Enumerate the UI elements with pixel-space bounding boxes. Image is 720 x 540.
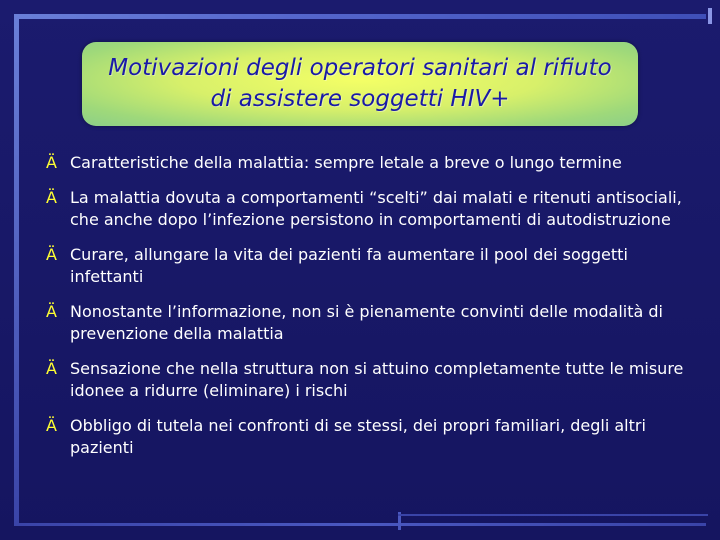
bullet-text: Caratteristiche della malattia: sempre letale a breve o lungo termine <box>70 153 622 172</box>
arrow-right-icon: Ä <box>46 188 57 207</box>
bullet-item <box>46 244 696 288</box>
frame-left-line <box>14 14 19 526</box>
title-box <box>82 42 638 126</box>
slide-title: Motivazioni degli operatori sanitari al rifiuto di assistere soggetti HIV+ <box>108 55 612 112</box>
bullet-text: Sensazione che nella struttura non si attuino completamente tutte le misure idonee a ridurre (eliminare) i rischi <box>70 359 684 400</box>
bullet-text: Obbligo di tutela nei confronti di se stessi, dei propri familiari, degli altri pazienti <box>70 416 646 457</box>
bullet-text: Nonostante l’informazione, non si è pienamente convinti delle modalità di prevenzione della malattia <box>70 302 663 343</box>
arrow-right-icon: Ä <box>46 302 57 321</box>
frame-bottom-accent <box>398 514 708 516</box>
bullet-text: La malattia dovuta a comportamenti “scelti” dai malati e ritenuti antisociali, che anche dopo l’infezione persistono in comportamenti di autodistruzione <box>70 188 682 229</box>
bullet-text: Curare, allungare la vita dei pazienti fa aumentare il pool dei soggetti infettanti <box>70 245 628 286</box>
bullet-item <box>46 152 696 174</box>
arrow-right-icon: Ä <box>46 359 57 378</box>
frame-corner-mark <box>708 8 712 24</box>
frame-top-line <box>14 14 706 19</box>
arrow-right-icon: Ä <box>46 153 57 172</box>
arrow-right-icon: Ä <box>46 245 57 264</box>
bullet-item <box>46 187 696 231</box>
bullet-item <box>46 415 696 459</box>
bullet-item <box>46 301 696 345</box>
bullet-list <box>46 152 696 472</box>
arrow-right-icon: Ä <box>46 416 57 435</box>
bullet-item <box>46 358 696 402</box>
frame-bottom-line <box>14 523 706 526</box>
